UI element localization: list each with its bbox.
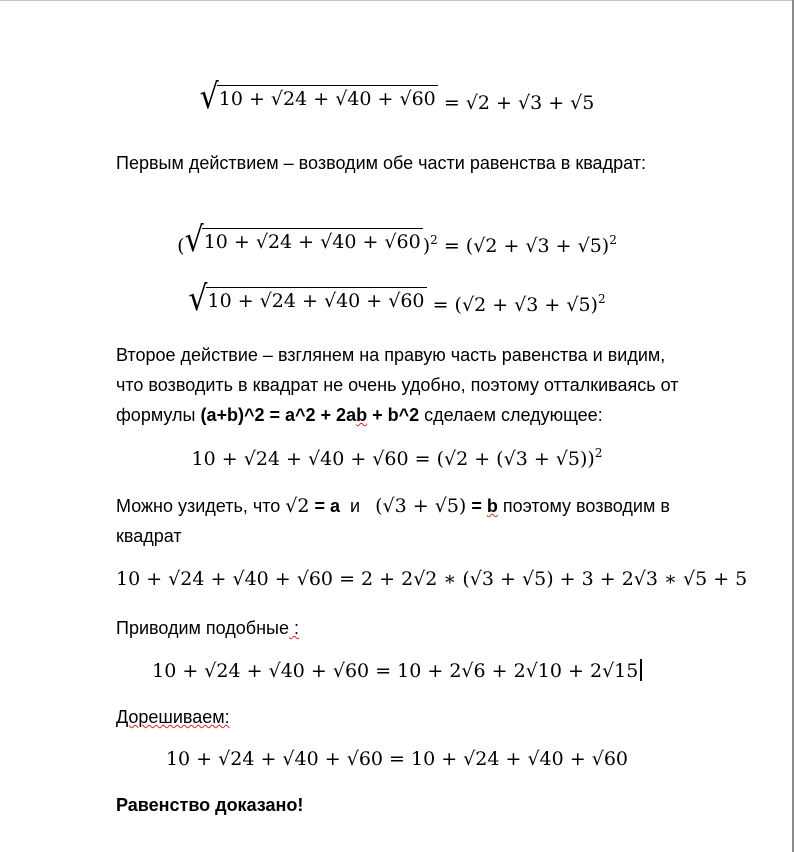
paragraph-2-line-1: Второе действие – взглянем на правую часть равенства и видим, (116, 345, 666, 365)
eq4-exp: 2 (594, 446, 603, 460)
formula-part-a: (a+b)^2 = a^2 + 2a (200, 405, 357, 425)
para5-text: Дорешиваем: (116, 707, 230, 727)
eq2-rhs: (√2 + √3 + √5) (465, 235, 610, 257)
eq1-lhs-root: √ 10 + √24 + √40 + √60 (199, 77, 436, 118)
paragraph-4 (116, 613, 299, 643)
paragraph-2-line-2: что возводить в квадрат не очень удобно, поэтому отталкиваясь от (116, 375, 679, 395)
eq2-lhs-exp: 2 (430, 233, 438, 247)
para3-group: (√3 + √5) (375, 495, 467, 517)
paragraph-5 (116, 702, 230, 732)
eq6-text: 10 + √24 + √40 + √60 = 10 + 2√6 + 2√10 + 2√15 (152, 660, 639, 682)
para3-eq-b: = (466, 496, 487, 516)
formula-part-c: + b^2 (367, 405, 420, 425)
eq3-lhs-root: √ 10 + √24 + √40 + √60 (188, 279, 425, 320)
equation-7: 10 + √24 + √40 + √60 = 10 + √24 + √40 + √60 (165, 748, 629, 770)
formula-part-b: b (356, 405, 368, 425)
para3-sqrt2: √2 (285, 495, 310, 517)
eq3-lhs-inner: 10 + √24 + √40 + √60 (206, 287, 427, 317)
para4-text: Приводим подобные (116, 618, 289, 638)
equation-2: ( √ 10 + √24 + √40 + √60 )$^2 = (√2 + √3 + √5)^2$ (177, 220, 617, 261)
equation-1: √ 10 + √24 + √40 + √60 = √2 + √3 + √5 (199, 77, 595, 118)
eq1-lhs-inner: 10 + √24 + √40 + √60 (217, 85, 438, 115)
eq2-lhs-root: √ 10 + √24 + √40 + √60 (184, 220, 421, 261)
eq4-lhs: 10 + √24 + √40 + √60 = (191, 448, 431, 470)
conclusion: Равенство доказано! (116, 795, 304, 815)
formula-square (200, 405, 419, 425)
para3-pre: Можно узидеть, что (116, 496, 286, 516)
paragraph-2-line-3 (116, 400, 603, 430)
text-cursor (640, 659, 642, 681)
paragraph-3-line-2: квадрат (116, 526, 182, 546)
equation-6 (0, 659, 794, 682)
eq4-rhs: (√2 + (√3 + √5)) (436, 448, 595, 470)
para3-and: и (350, 496, 361, 516)
eq3-rhs: (√2 + √3 + √5) (454, 294, 598, 316)
para2-post: сделаем следующее: (419, 405, 603, 425)
paragraph-3-line-1 (116, 491, 670, 521)
paragraph-1: Первым действием – возводим обе части равенства в квадрат: (116, 153, 646, 173)
para4-tail: : (289, 618, 300, 638)
equation-4 (0, 448, 794, 470)
para3-b: b (486, 496, 498, 516)
eq2-rhs-exp: 2 (609, 233, 617, 247)
equation-3: √ 10 + √24 + √40 + √60 = $(√2 + √3 + √5)^2$ (188, 279, 606, 320)
equation-5: 10 + √24 + √40 + √60 = 2 + 2√2 ∗ (√3 + √5) + 3 + 2√3 ∗ √5 + 5 (116, 568, 748, 590)
eq3-rhs-exp: 2 (597, 292, 606, 306)
eq1-rhs: √2 + √3 + √5 (465, 92, 595, 114)
eq2-lhs-inner: 10 + √24 + √40 + √60 (202, 228, 423, 258)
para3-eq-a: = a (309, 496, 341, 516)
para2-pre: формулы (116, 405, 201, 425)
para3-post: поэтому возводим в (497, 496, 670, 516)
